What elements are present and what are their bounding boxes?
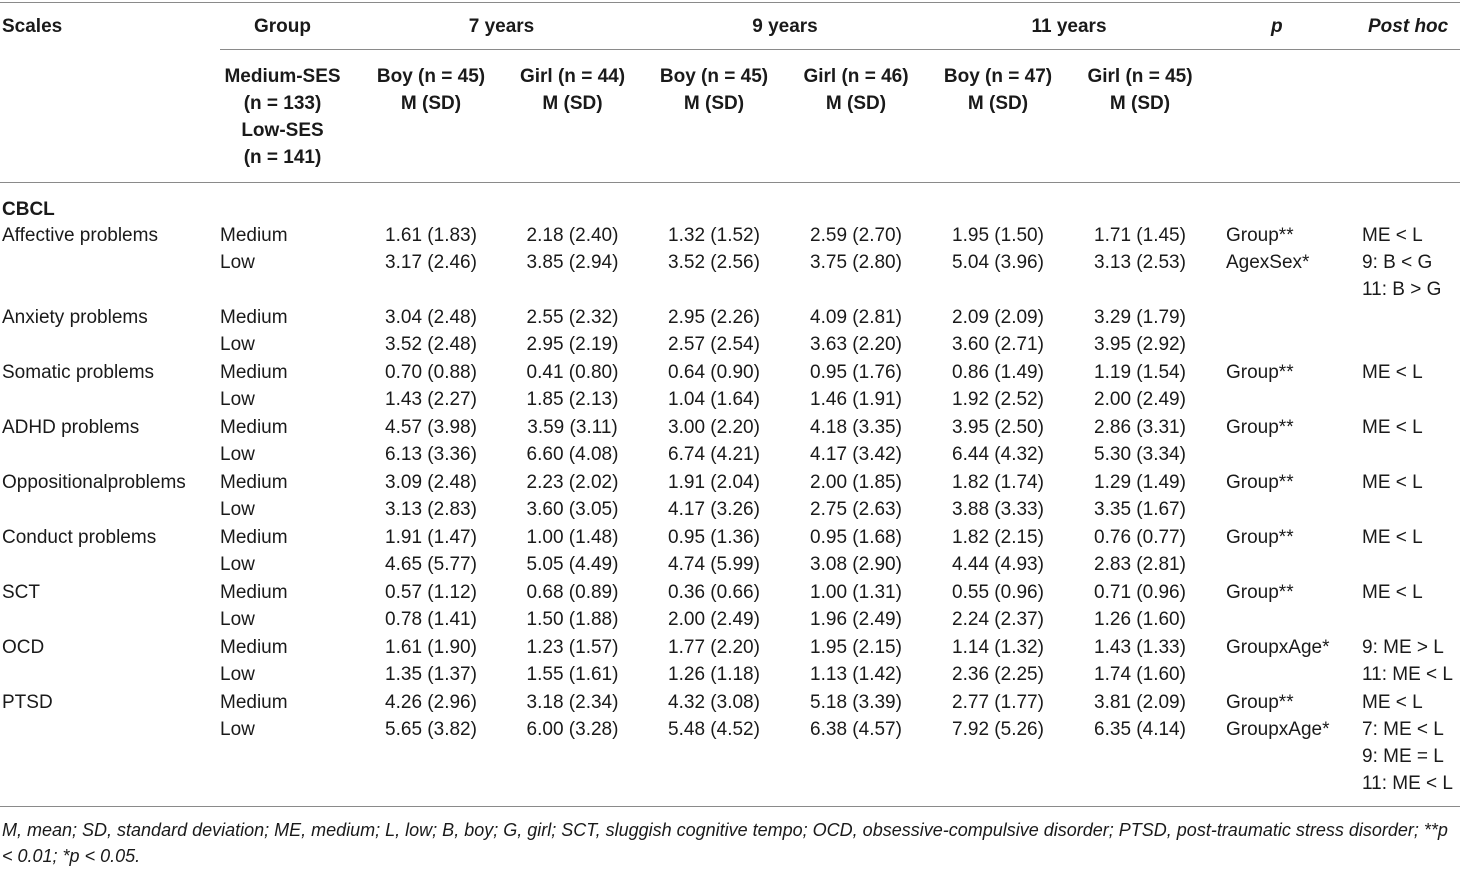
table-cell: 1.74 (1.60) (1094, 664, 1186, 685)
header-subcol: M (SD) (683, 93, 745, 114)
row-scale: ADHD problems (2, 417, 140, 438)
table-cell: 3.59 (3.11) (527, 417, 618, 438)
table-cell: 1.71 (1.45) (1094, 225, 1186, 246)
header-scales: Scales (2, 16, 63, 37)
row-p: Group** (1226, 225, 1294, 246)
row-scale: OCD (2, 637, 45, 658)
table-cell: 3.95 (2.92) (1094, 334, 1186, 355)
table-cell: 3.09 (2.48) (385, 472, 477, 493)
row-scale: Anxiety problems (2, 307, 148, 328)
table-cell: 1.43 (2.27) (385, 389, 477, 410)
table-cell: 2.75 (2.63) (810, 499, 902, 520)
table-cell: 2.00 (2.49) (1094, 389, 1186, 410)
row-group: Medium (220, 307, 288, 328)
table-cell: 0.78 (1.41) (385, 609, 477, 630)
table-cell: 1.82 (2.15) (952, 527, 1044, 548)
table-cell: 2.55 (2.32) (526, 307, 619, 328)
table-cell: 1.00 (1.31) (810, 582, 902, 603)
row-scale: Oppositionalproblems (2, 472, 186, 493)
table-cell: 3.13 (2.83) (385, 499, 477, 520)
table-cell: 3.63 (2.20) (810, 334, 902, 355)
row-group: Medium (220, 362, 288, 383)
table-cell: 3.52 (2.48) (385, 334, 477, 355)
table-cell: 4.17 (3.42) (810, 444, 902, 465)
row-group: Low (220, 334, 255, 355)
table-cell: 4.74 (5.99) (668, 554, 760, 575)
table-cell: 7.92 (5.26) (952, 719, 1044, 740)
row-p: GroupxAge* (1226, 719, 1330, 740)
header-subcol: Boy (n = 47) (943, 66, 1053, 87)
table-cell: 2.57 (2.54) (668, 334, 760, 355)
row-p: Group** (1226, 362, 1294, 383)
table-cell: 4.18 (3.35) (810, 417, 902, 438)
table-cell: 3.17 (2.46) (385, 252, 477, 273)
table-cell: 2.24 (2.37) (952, 609, 1044, 630)
table-cell: 3.60 (2.71) (952, 334, 1044, 355)
table-cell: 0.68 (0.89) (526, 582, 619, 603)
table-cell: 5.18 (3.39) (810, 692, 902, 713)
header-bottom-rule (0, 182, 1460, 183)
row-group: Medium (220, 692, 288, 713)
table-cell: 0.86 (1.49) (952, 362, 1044, 383)
table-cell: 2.18 (2.40) (526, 225, 619, 246)
row-post-hoc: 11: ME < L (1362, 664, 1454, 685)
table-cell: 3.60 (3.05) (526, 499, 619, 520)
row-p: GroupxAge* (1226, 637, 1330, 658)
row-scale: SCT (2, 582, 40, 603)
row-group: Low (220, 554, 255, 575)
table-cell: 0.64 (0.90) (668, 362, 760, 383)
table-cell: 6.74 (4.21) (668, 444, 760, 465)
row-group: Medium (220, 527, 288, 548)
row-group: Medium (220, 582, 288, 603)
table-cell: 1.13 (1.42) (810, 664, 902, 685)
header-9-years: 9 years (752, 16, 818, 37)
table-cell: 1.95 (1.50) (952, 225, 1044, 246)
header-group: Group (254, 16, 311, 37)
table-cell: 0.76 (0.77) (1094, 527, 1186, 548)
header-7-years: 7 years (468, 16, 535, 37)
header-subcol: Girl (n = 45) (1087, 66, 1193, 87)
table-cell: 1.14 (1.32) (952, 637, 1044, 658)
table-cell: 6.38 (4.57) (810, 719, 902, 740)
table-cell: 2.77 (1.77) (952, 692, 1044, 713)
header-11-years: 11 years (1031, 16, 1107, 37)
table-cell: 3.52 (2.56) (668, 252, 760, 273)
header-subrule (220, 49, 1460, 50)
top-rule (0, 2, 1460, 3)
header-subcol: Boy (n = 45) (376, 66, 486, 87)
row-post-hoc: ME < L (1362, 362, 1423, 383)
table-cell: 5.65 (3.82) (385, 719, 477, 740)
row-group: Medium (220, 472, 288, 493)
table-cell: 2.83 (2.81) (1094, 554, 1186, 575)
row-post-hoc: 9: ME > L (1362, 637, 1444, 658)
row-post-hoc: 9: B < G (1362, 252, 1433, 273)
row-post-hoc: ME < L (1362, 692, 1423, 713)
header-p: p (1271, 16, 1283, 37)
table-cell: 3.75 (2.80) (810, 252, 902, 273)
row-group: Low (220, 444, 255, 465)
row-scale: PTSD (2, 692, 53, 713)
table-cell: 1.91 (2.04) (668, 472, 760, 493)
table-cell: 1.61 (1.83) (385, 225, 477, 246)
table-cell: 1.00 (1.48) (526, 527, 619, 548)
row-group: Low (220, 389, 255, 410)
table-cell: 4.09 (2.81) (810, 307, 902, 328)
row-scale: Conduct problems (2, 527, 157, 548)
row-group: Low (220, 664, 255, 685)
header-group-sub: Low-SES (241, 120, 324, 141)
table-cell: 0.70 (0.88) (385, 362, 477, 383)
table-cell: 2.86 (3.31) (1094, 417, 1186, 438)
table-cell: 6.13 (3.36) (385, 444, 477, 465)
table-cell: 1.23 (1.57) (526, 637, 619, 658)
header-group-sub: (n = 133) (243, 93, 322, 114)
table-cell: 1.19 (1.54) (1094, 362, 1186, 383)
table-cell: 0.95 (1.36) (668, 527, 760, 548)
table-cell: 5.30 (3.34) (1094, 444, 1186, 465)
table-footnote: M, mean; SD, standard deviation; ME, medium; L, low; B, boy; G, girl; SCT, sluggish cognitive tempo; OCD, obsessive-compulsive disorder; PTSD, post-traumatic stress disorder; **p < 0.01; *p < 0.05. (2, 820, 1448, 866)
row-p: Group** (1226, 417, 1294, 438)
row-p: AgexSex* (1226, 252, 1310, 273)
table-cell: 1.43 (1.33) (1094, 637, 1186, 658)
table-cell: 1.82 (1.74) (952, 472, 1044, 493)
table-cell: 3.18 (2.34) (526, 692, 619, 713)
row-p: Group** (1226, 472, 1294, 493)
row-p: Group** (1226, 692, 1294, 713)
table-cell: 2.95 (2.26) (668, 307, 760, 328)
row-p: Group** (1226, 527, 1294, 548)
header-subcol: M (SD) (1109, 93, 1171, 114)
header-subcol: Girl (n = 46) (803, 66, 909, 87)
row-post-hoc: ME < L (1362, 417, 1423, 438)
table-cell: 2.00 (1.85) (810, 472, 902, 493)
table-cell: 6.60 (4.08) (526, 444, 619, 465)
table-cell: 2.09 (2.09) (952, 307, 1044, 328)
table-cell: 3.85 (2.94) (526, 252, 619, 273)
row-post-hoc: ME < L (1362, 582, 1423, 603)
table-cell: 5.05 (4.49) (526, 554, 619, 575)
table-cell: 3.88 (3.33) (952, 499, 1044, 520)
table-cell: 1.35 (1.37) (385, 664, 477, 685)
table-cell: 6.44 (4.32) (952, 444, 1044, 465)
row-group: Low (220, 719, 255, 740)
table-cell: 0.95 (1.76) (810, 362, 902, 383)
row-post-hoc: 11: ME < L (1362, 773, 1454, 794)
row-post-hoc: ME < L (1362, 225, 1423, 246)
table-cell: 4.57 (3.98) (385, 417, 477, 438)
table-cell: 0.55 (0.96) (952, 582, 1044, 603)
header-group-sub: (n = 141) (243, 147, 322, 168)
table-cell: 1.26 (1.18) (668, 664, 760, 685)
table-cell: 3.35 (1.67) (1094, 499, 1186, 520)
table-cell: 1.55 (1.61) (526, 664, 619, 685)
table-cell: 0.95 (1.68) (810, 527, 902, 548)
table-cell: 3.81 (2.09) (1094, 692, 1186, 713)
table-cell: 2.95 (2.19) (526, 334, 619, 355)
row-post-hoc: 11: B > G (1362, 279, 1442, 300)
row-scale: Affective problems (2, 225, 158, 246)
header-subcol: Boy (n = 45) (659, 66, 769, 87)
table-cell: 1.77 (2.20) (668, 637, 760, 658)
row-group: Medium (220, 225, 288, 246)
header-group-sub: Medium-SES (224, 66, 341, 87)
table-bottom-rule (0, 806, 1460, 807)
table-cell: 2.23 (2.02) (526, 472, 619, 493)
table-cell: 1.91 (1.47) (385, 527, 477, 548)
table-cell: 0.57 (1.12) (385, 582, 477, 603)
row-post-hoc: 7: ME < L (1362, 719, 1444, 740)
section-cbcl: CBCL (2, 199, 55, 220)
row-group: Medium (220, 417, 288, 438)
row-post-hoc: 9: ME = L (1362, 746, 1444, 767)
table-cell: 1.46 (1.91) (810, 389, 902, 410)
table-cell: 4.32 (3.08) (668, 692, 760, 713)
table-cell: 3.29 (1.79) (1094, 307, 1186, 328)
row-group: Medium (220, 637, 288, 658)
table-cell: 1.32 (1.52) (668, 225, 760, 246)
table-cell: 1.26 (1.60) (1094, 609, 1186, 630)
table-cell: 4.65 (5.77) (385, 554, 477, 575)
row-scale: Somatic problems (2, 362, 155, 383)
table-cell: 2.00 (2.49) (668, 609, 760, 630)
table-cell: 3.13 (2.53) (1094, 252, 1186, 273)
table-cell: 6.35 (4.14) (1094, 719, 1186, 740)
table-cell: 0.71 (0.96) (1094, 582, 1186, 603)
table-cell: 1.04 (1.64) (668, 389, 760, 410)
table-cell: 3.95 (2.50) (952, 417, 1044, 438)
header-subcol: Girl (n = 44) (519, 66, 626, 87)
table-cell: 4.26 (2.96) (385, 692, 477, 713)
table-cell: 5.04 (3.96) (952, 252, 1044, 273)
row-group: Low (220, 609, 255, 630)
table-cell: 5.48 (4.52) (668, 719, 760, 740)
table-cell: 1.50 (1.88) (526, 609, 619, 630)
row-post-hoc: ME < L (1362, 472, 1423, 493)
table-cell: 3.00 (2.20) (668, 417, 760, 438)
header-subcol: M (SD) (825, 93, 887, 114)
table-cell: 1.29 (1.49) (1094, 472, 1186, 493)
table-cell: 1.61 (1.90) (385, 637, 477, 658)
table-cell: 4.44 (4.93) (952, 554, 1044, 575)
row-group: Low (220, 499, 255, 520)
table-cell: 2.36 (2.25) (952, 664, 1044, 685)
table-cell: 1.92 (2.52) (952, 389, 1044, 410)
table-cell: 3.04 (2.48) (385, 307, 477, 328)
row-group: Low (220, 252, 255, 273)
header-subcol: M (SD) (967, 93, 1029, 114)
table-cell: 3.08 (2.90) (810, 554, 902, 575)
table-cell: 1.85 (2.13) (526, 389, 619, 410)
row-p: Group** (1226, 582, 1294, 603)
header-subcol: M (SD) (400, 93, 462, 114)
table-cell: 2.59 (2.70) (810, 225, 902, 246)
header-post-hoc: Post hoc (1368, 16, 1449, 37)
table-cell: 0.36 (0.66) (668, 582, 760, 603)
header-subcol: M (SD) (542, 93, 603, 114)
table-cell: 1.95 (2.15) (810, 637, 902, 658)
table-cell: 4.17 (3.26) (668, 499, 760, 520)
row-post-hoc: ME < L (1362, 527, 1423, 548)
table-cell: 1.96 (2.49) (810, 609, 902, 630)
table-cell: 0.41 (0.80) (526, 362, 619, 383)
table-cell: 6.00 (3.28) (526, 719, 619, 740)
